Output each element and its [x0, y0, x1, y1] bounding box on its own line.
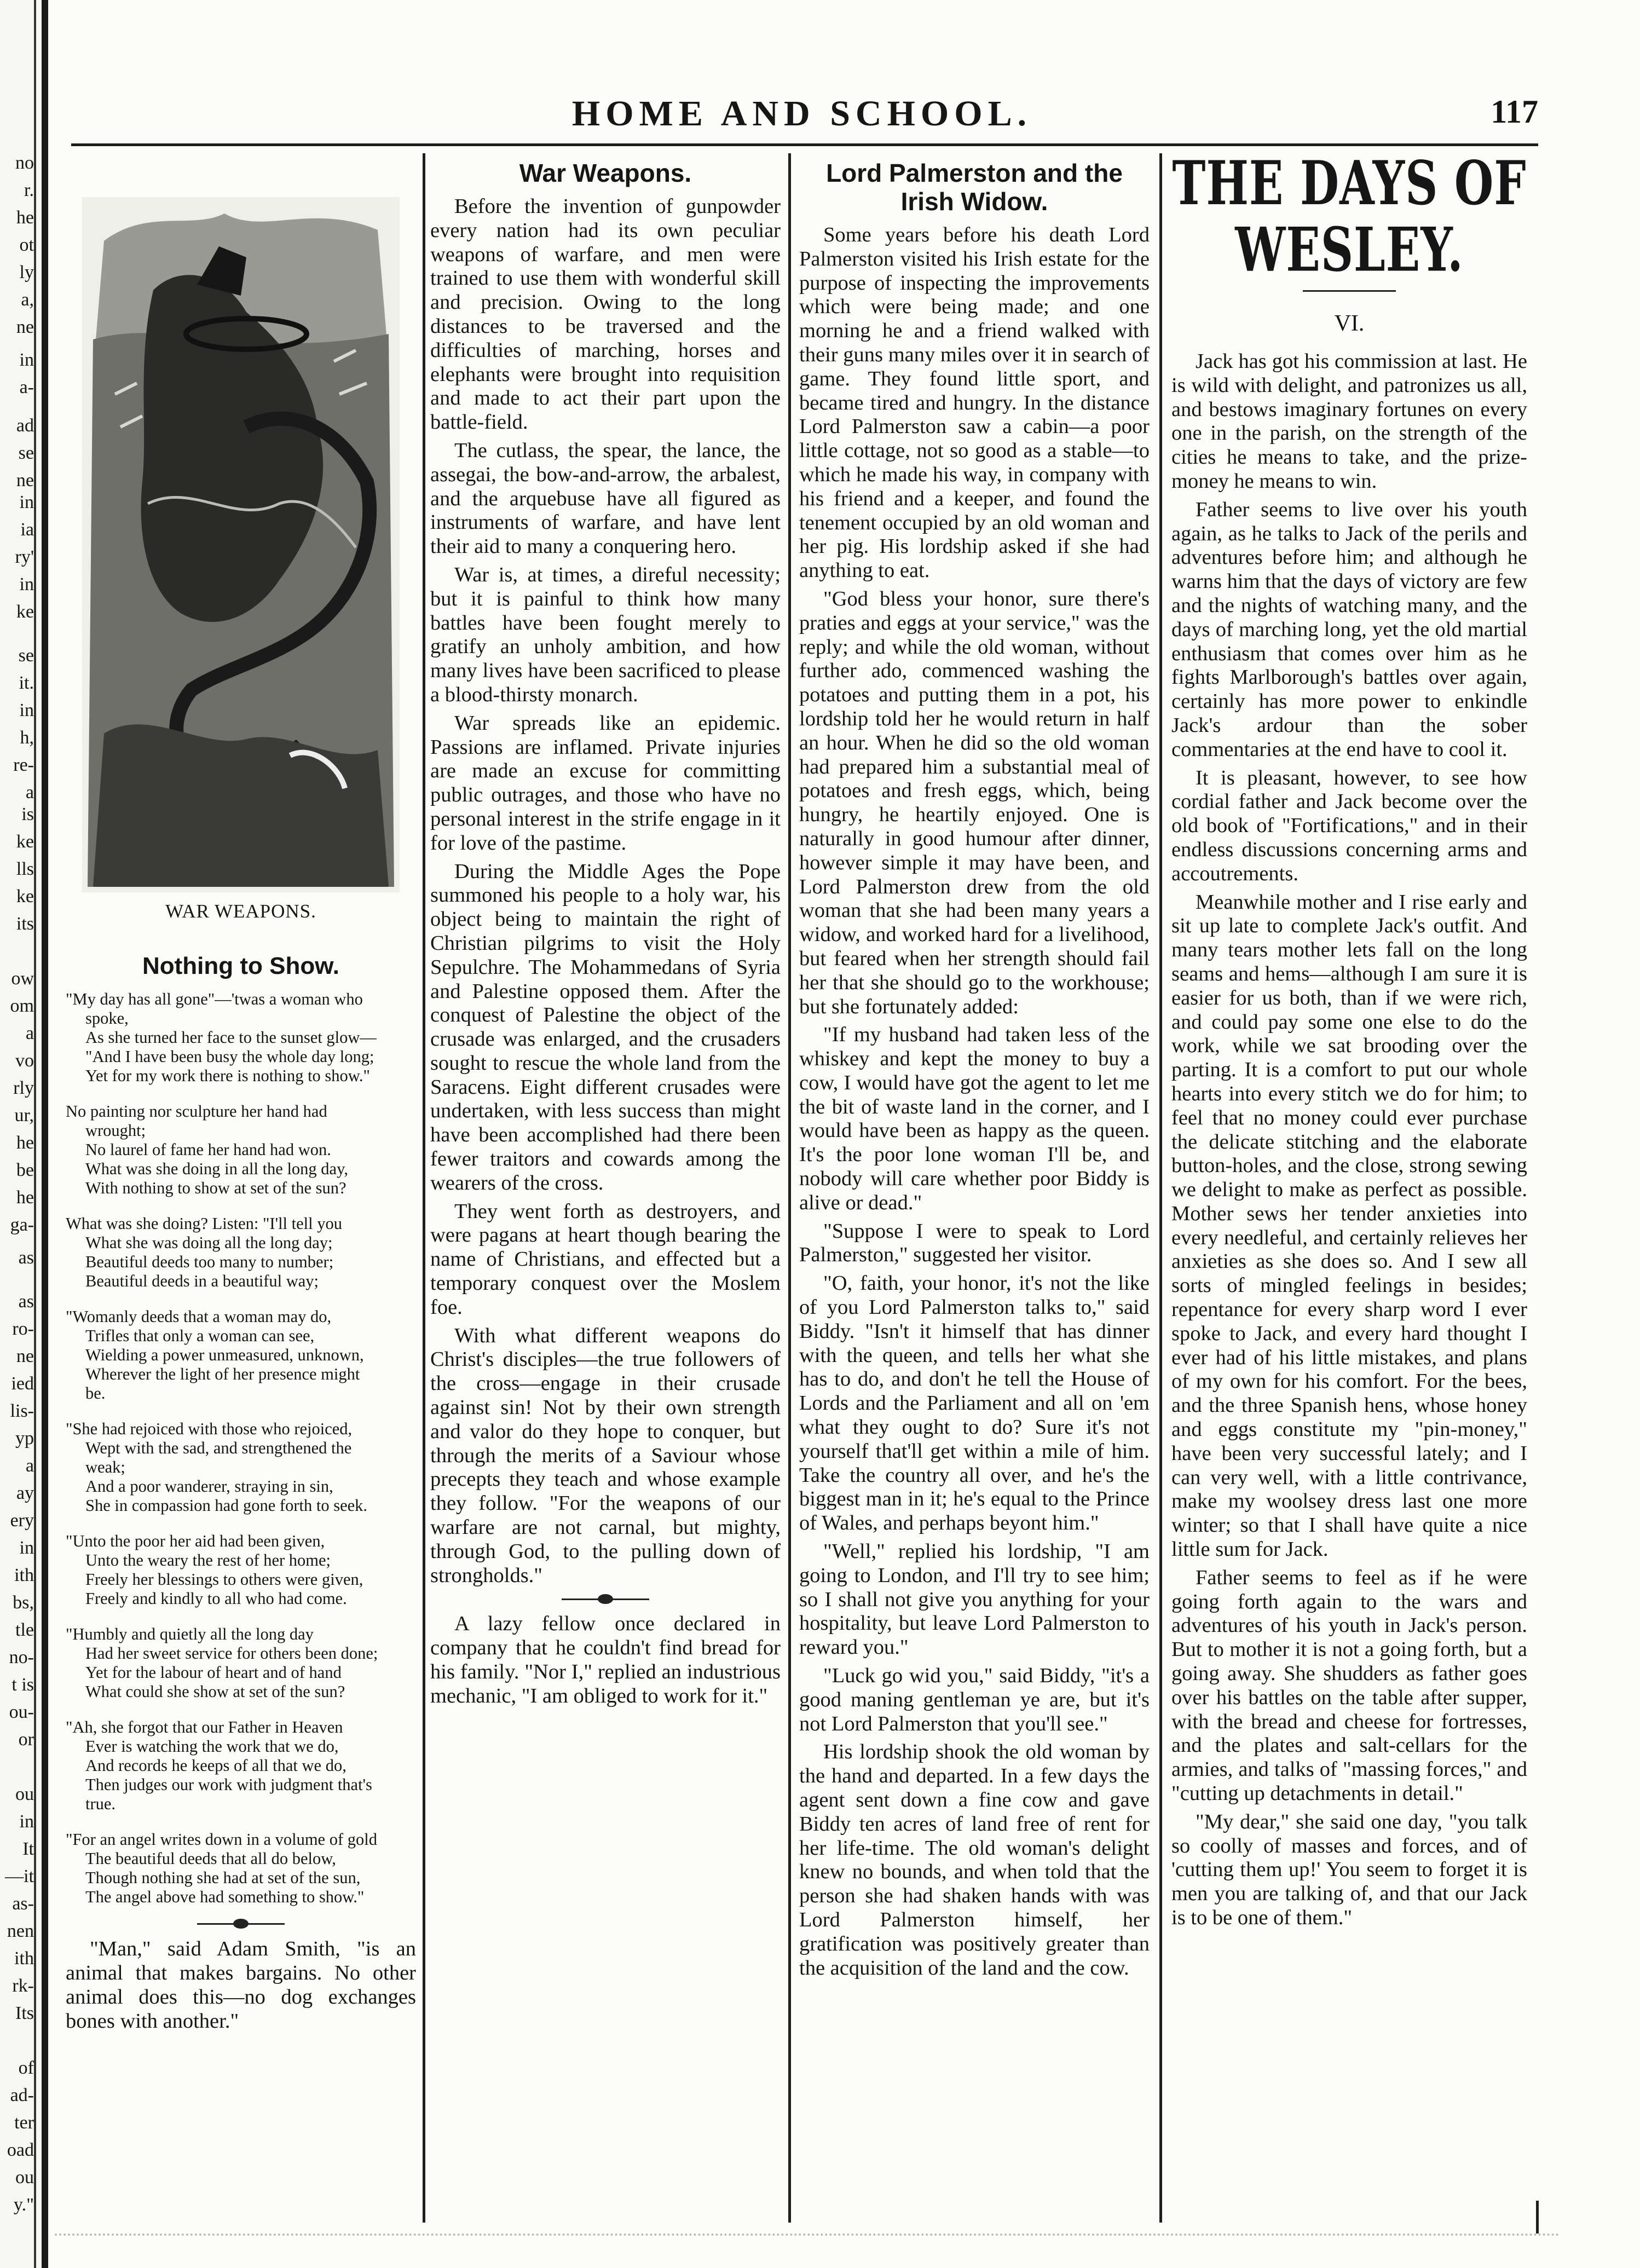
poem-stanza — [66, 1102, 416, 1198]
margin-fragment: ow — [11, 969, 34, 989]
margin-fragment: yp — [15, 1429, 34, 1448]
poem-line: Yet for my work there is nothing to show." — [85, 1066, 370, 1085]
poem-line: Wielding a power unmeasured, unknown, — [85, 1346, 364, 1364]
article-paragraph: Before the invention of gunpowder every nation had its own peculiar weapons of warfare, and men were trained to use them with wonderful skill and precision. Owing to the long distances to be traversed and the difficulties of marching, horses and elephants were brought into requisition and made to act their part upon the battle-field. — [430, 195, 781, 434]
article-paragraph: With what different weapons do Christ's disciples—the true followers of the cross—engage in their crusade against sin! Not by their own strength and valor do they hope to conquer, but through the merits of a Saviour whose precepts they teach and whose example they follow. "For the weapons of our warfare are not carnal, but mighty, through God, to the pulling down of strongholds." — [430, 1324, 781, 1587]
poem-line: What she was doing all the long day; — [85, 1233, 333, 1252]
poem-line: "And I have been busy the whole day long; — [85, 1047, 374, 1066]
margin-fragment: nen — [7, 1921, 34, 1941]
margin-fragment: h, — [20, 728, 34, 748]
margin-fragment: no — [15, 153, 34, 173]
poem-line: Freely her blessings to others were given, — [85, 1570, 363, 1589]
poem-line: Wherever the light of her presence might — [85, 1365, 360, 1383]
poem-line: spoke, — [85, 1009, 129, 1028]
margin-fragment: in — [19, 575, 34, 595]
margin-fragment: as- — [12, 1894, 34, 1914]
poem-stanza — [66, 1419, 416, 1515]
poem-line: With nothing to show at set of the sun? — [85, 1179, 347, 1197]
margin-fragment: ad — [16, 416, 34, 436]
margin-fragment: ou- — [9, 1703, 34, 1722]
margin-fragment: its — [16, 914, 34, 934]
margin-fragment: in — [19, 350, 34, 370]
poem-line: Beautiful deeds in a beautiful way; — [85, 1272, 319, 1290]
margin-fragment: of — [18, 2058, 34, 2078]
article-paragraph: "Well," replied his lordship, "I am going to London, and I'll try to see him; so I shall not give you anything for your hospitality, but leave Lord Palmerston to reward you." — [799, 1540, 1150, 1659]
poem-line: No laurel of fame her hand had won. — [85, 1140, 331, 1159]
article-paragraph: "If my husband had taken less of the whiskey and kept the money to buy a cow, I would have got the agent to let me the bit of waste land in the corner, and I would have been as happy as the queen. It's the poor lone woman I'll be, and nobody will care whether poor Biddy is alive or dead." — [799, 1023, 1150, 1214]
margin-fragment: y." — [13, 2195, 34, 2215]
margin-fragment: ou — [15, 1785, 34, 1804]
poem-stanza — [66, 1307, 416, 1403]
margin-fragment: r. — [24, 181, 34, 200]
margin-fragment: ry' — [15, 547, 34, 567]
article-paragraph: "Suppose I were to speak to Lord Palmerston," suggested her visitor. — [799, 1219, 1150, 1267]
margin-fragment: rk- — [12, 1976, 34, 1996]
poem-line: wrought; — [85, 1121, 146, 1140]
footer-rule — [55, 2234, 1560, 2237]
margin-fragment: ne — [16, 1347, 34, 1366]
poem-line: What was she doing? Listen: "I'll tell you — [66, 1214, 342, 1233]
margin-fragment: oad — [7, 2140, 34, 2160]
margin-fragment: se — [18, 443, 34, 463]
margin-fragment: ur, — [14, 1106, 34, 1126]
running-head: HOME AND SCHOOL. — [571, 94, 1032, 134]
poem-line: Though nothing she had at set of the sun, — [85, 1868, 361, 1887]
poem-line: true. — [85, 1794, 116, 1813]
poem-line: As she turned her face to the sunset glow— — [85, 1028, 377, 1047]
margin-fragment: Its — [15, 2004, 34, 2023]
poem-line: She in compassion had gone forth to seek. — [85, 1496, 368, 1515]
margin-fragment: ou — [15, 2168, 34, 2188]
margin-fragment: a- — [19, 378, 34, 397]
poem-line: No painting nor sculpture her hand had — [66, 1102, 327, 1121]
margin-fragment: be — [16, 1161, 34, 1180]
article-paragraph: War spreads like an epidemic. Passions are inflamed. Private injuries are made an excuse for committing public outrages, and those who have no personal interest in the strife engage in it for love of the pastime. — [430, 711, 781, 855]
margin-fragment: a, — [21, 290, 34, 310]
margin-fragment: ied — [11, 1374, 34, 1394]
poem-line: The beautiful deeds that all do below, — [85, 1849, 336, 1868]
article-paragraph: "God bless your honor, sure there's praties and eggs at your service," was the reply; and while the old woman, without further ado, commenced washing the potatoes and putting them in a pot, his lordship told her he would return in half an hour. When he did so the old woman had prepared him a substantial meal of potatoes and fresh eggs, which, being hungry, he heartily enjoyed. One is naturally in good humour after dinner, however simple it may have been, and Lord Palmerston drew from the old woman that she had been many years a widow, and worked hard for a livelihood, but feared when her strength should fail her that she should go to the workhouse; but she fortunately added: — [799, 587, 1150, 1018]
engraving-picture — [82, 197, 400, 892]
poem-line: Wept with the sad, and strengthened the — [85, 1439, 352, 1457]
article-paragraph: War is, at times, a direful necessity; but it is painful to think how many battles have been fought merely to gratify an unholy ambition, and how many lives have been sacrificed to please a blood-thirsty monarch. — [430, 563, 781, 706]
article-paragraph: Some years before his death Lord Palmerston visited his Irish estate for the purpose of inspecting the improvements which were being made; and one morning he and a friend walked with their guns many miles over it in search of game. They found little sport, and became tired and hungry. In the distance Lord Palmerston saw a cabin—a poor little cottage, not so good as a stable—to which he made his way, in company with his friend and a keeper, and found the tenement occupied by an old woman and her pig. His lordship asked if she had anything to eat. — [799, 223, 1150, 582]
poem-line: The angel above had something to show." — [85, 1888, 365, 1906]
poem-line: "For an angel writes down in a volume of gold — [66, 1830, 377, 1849]
margin-fragment: lis- — [10, 1401, 34, 1421]
poem-stanza — [66, 1214, 416, 1291]
poem-line: Trifles that only a woman can see, — [85, 1326, 315, 1345]
poem-stanzas — [66, 990, 416, 1907]
column-rule-2 — [788, 153, 791, 2223]
margin-fragment: ga- — [10, 1215, 34, 1235]
margin-fragment: —it — [5, 1867, 34, 1886]
poem-title: Nothing to Show. — [142, 953, 340, 979]
margin-fragment: rly — [13, 1078, 34, 1098]
margin-fragment: ia — [20, 520, 34, 540]
filler-paragraph: "Man," said Adam Smith, "is an animal that makes bargains. No other animal does this—no dog exchanges bones with another." — [66, 1937, 416, 2033]
article-paragraph: "My dear," she said one day, "you talk so coolly of masses and forces, and of 'cutting them up!' You seem to forget it is men you are talking of, and that our Jack is to be one of them." — [1171, 1810, 1527, 1929]
margin-fragment: as — [18, 1292, 34, 1312]
poem-stanza — [66, 1532, 416, 1608]
article-paragraph: They went forth as destroyers, and were pagans at heart though bearing the name of Christians, and effected but a temporary conquest over the Moslem foe. — [430, 1199, 781, 1319]
page-gutter-rule — [42, 0, 48, 2268]
war-weapons-article — [430, 153, 781, 1713]
poem-line: Freely and kindly to all who had come. — [85, 1589, 347, 1608]
poem-line: Then judges our work with judgment that's — [85, 1775, 372, 1794]
margin-fragment: ke — [16, 832, 34, 852]
page-number: 117 — [1491, 94, 1538, 130]
article-paragraph: "O, faith, your honor, it's not the like of you Lord Palmerston talks to," said Biddy. "Isn't it himself that has dinner with the queen, and tells her what she has to do, and don't he tell the House of Lords and the Parliament and all on 'em what they ought to do? Sure it's not yourself that'll get within a mile of him. Take the country all over, and he's the biggest man in it; he's equal to the Prince of Wales, and perhaps beyont him." — [799, 1272, 1150, 1535]
margin-fragment: he — [16, 1188, 34, 1208]
poem-line: "Ah, she forgot that our Father in Heaven — [66, 1718, 343, 1736]
poem-stanza — [66, 1625, 416, 1701]
article-paragraph: Meanwhile mother and I rise early and sit up late to complete Jack's outfit. And many tears mother lets fall on the long seams and hems—although I am sure it is easier for us both, than if we were rich, and could pay some one else to do the work, while we sat brooding over the parting. It is a comfort to put our whole hearts into every stitch we do for him; to feel that no money could ever purchase the delicate stitching and the elaborate button-holes, and the close, strong sewing we delight to make as perfect as possible. Mother sews her tender anxieties into every needleful, and certainly relieves her anxieties as she does so. And I sew all sorts of mingled feelings in besides; repentance for every sharp word I ever spoke to Jack, and every hard thought I ever had of his little mistakes, and plans of my own for his comfort. For the bees, and the three Spanish hens, whose honey and eggs constitute my "pin-money," have been very successful lately; and I can very well, with a little contrivance, make my woolsey dress last one more winter; so that I shall have quite a nice little sum for Jack. — [1171, 890, 1527, 1561]
margin-fragment: or — [18, 1730, 34, 1750]
margin-fragment: ne — [16, 471, 34, 490]
poem-line: be. — [85, 1384, 106, 1403]
chapter-number: VI. — [1334, 311, 1365, 336]
lazy-fellow-filler: A lazy fellow once declared in company that he couldn't find bread for his family. "Nor I," replied an industrious mechanic, "I am obliged to work for it." — [430, 1612, 781, 1707]
margin-fragment: It — [22, 1839, 34, 1859]
article-title: THE DAYS OF WESLEY. — [1172, 148, 1527, 286]
margin-fragment: vo — [15, 1051, 34, 1071]
margin-fragment: lls — [16, 859, 34, 879]
poem-stanza — [66, 1830, 416, 1907]
article-paragraph: The cutlass, the spear, the lance, the assegai, the bow-and-arrow, the arbalest, and the arquebuse have all figured as instruments of warfare, and have lent their aid to many a conquering hero. — [430, 438, 781, 558]
margin-fragment: ery — [10, 1511, 34, 1531]
margin-fragment: ne — [16, 318, 34, 337]
poem-line: And a poor wanderer, straying in sin, — [85, 1477, 333, 1496]
margin-fragment: in — [19, 701, 34, 720]
article-paragraph: It is pleasant, however, to see how cordial father and Jack become over the old book of "Fortifications," and in their endless discussions concerning arms and accoutrements. — [1171, 766, 1527, 885]
margin-fragment: ro- — [12, 1319, 34, 1339]
illustration-caption: WAR WEAPONS. — [165, 901, 316, 922]
adam-smith-filler — [66, 1937, 416, 2033]
article-paragraph: Jack has got his commission at last. He is wild with delight, and patronizes us all, and bestows imaginary fortunes on every one in the parish, on the strength of the cities he means to take, and the prize-money he means to win. — [1171, 350, 1527, 493]
margin-fragment: ot — [19, 235, 34, 255]
article-body — [1171, 350, 1527, 1930]
margin-fragment: ay — [16, 1484, 34, 1503]
poem-stanza — [66, 990, 416, 1086]
poem-line: And records he keeps of all that we do, — [85, 1756, 347, 1775]
poem-line: Beautiful deeds too many to number; — [85, 1253, 334, 1271]
article-paragraph: During the Middle Ages the Pope summoned his people to a holy war, his object being to maintain the right of Christian pilgrims to visit the Holy Sepulchre. The Mohammedans of Syria and Palestine opposed them. After the conquest of Palestine the object of the crusade was enlarged, and the crusaders sought to rescue the whole land from the Saracens. Eight different crusades were undertaken, with less success than might have been accomplished had there been fewer traitors and cowards among the wearers of the cross. — [430, 859, 781, 1194]
poem-line: What was she doing in all the long day, — [85, 1159, 348, 1178]
poem-line: "Womanly deeds that a woman may do, — [66, 1307, 332, 1326]
margin-fragment: he — [16, 208, 34, 228]
poem-line: "Unto the poor her aid had been given, — [66, 1532, 325, 1550]
margin-fragment: re- — [13, 755, 34, 775]
header-rule — [71, 143, 1538, 146]
poem-line: "She had rejoiced with those who rejoiced, — [66, 1419, 353, 1438]
margin-fragment: ter — [14, 2113, 34, 2133]
article-paragraph: "Luck go wid you," said Biddy, "it's a good maning gentleman ye are, but it's not Lord Palmerston that you'll see." — [799, 1664, 1150, 1735]
poem-line: "My day has all gone"—'twas a woman who — [66, 990, 363, 1008]
margin-fragment: ke — [16, 887, 34, 907]
poem-line: Had her sweet service for others been done; — [85, 1644, 378, 1663]
section-ornament — [197, 1923, 285, 1925]
days-of-wesley-article — [1171, 148, 1528, 1935]
article-body — [799, 223, 1150, 1980]
section-ornament — [562, 1598, 649, 1600]
column-rule-end — [1536, 2201, 1539, 2234]
article-title: Lord Palmerston and the Irish Widow. — [826, 159, 1123, 216]
poem-line: Unto the weary the rest of her home; — [85, 1551, 331, 1569]
poem-line: Yet for the labour of heart and of hand — [85, 1663, 342, 1682]
poem-line: Ever is watching the work that we do, — [85, 1737, 339, 1756]
margin-fragment: ith — [14, 1949, 34, 1969]
margin-fragment: se — [18, 646, 34, 666]
margin-fragment: is — [21, 805, 34, 824]
margin-fragment: ly — [19, 263, 34, 282]
margin-fragment: tle — [15, 1620, 34, 1640]
margin-fragment: no- — [9, 1648, 34, 1667]
poem-line: weak; — [85, 1458, 125, 1476]
poem-line: What could she show at set of the sun? — [85, 1682, 345, 1701]
article-paragraph: Father seems to live over his youth again, as he talks to Jack of the perils and adventures before him; and although he warns him that the days of victory are few and the nights of watching many, and the days of marching long, yet the old martial enthusiasm that comes over him as he fights Marlborough's battles over again, certainly has more power to enkindle Jack's ardour than the sober commentaries at the end have to cool it. — [1171, 498, 1528, 761]
margin-fragment: ke — [16, 602, 34, 622]
margin-fragment: in — [19, 1538, 34, 1558]
margin-fragment: ad- — [10, 2086, 34, 2105]
margin-fragment: a — [25, 1024, 34, 1043]
nothing-to-show-poem — [66, 953, 416, 2033]
column-rule-3 — [1159, 153, 1162, 2223]
title-rule — [1303, 290, 1396, 292]
poem-stanza — [66, 1718, 416, 1814]
column-rule-1 — [423, 153, 425, 2223]
margin-fragment: he — [16, 1133, 34, 1153]
article-title: War Weapons. — [519, 159, 692, 187]
article-paragraph: His lordship shook the old woman by the hand and departed. In a few days the agent sent down a fine cow and gave Biddy ten acres of land free of rent for her life-time. The old woman's delight knew no bounds, and when told that the person she had shaken hands with was Lord Palmerston himself, her gratification was positively greater than the acquisition of the land and the cow. — [799, 1740, 1150, 1980]
margin-fragment: a — [25, 783, 34, 803]
margin-fragment: om — [10, 996, 34, 1016]
margin-fragment: it. — [19, 673, 34, 693]
margin-fragment: in — [19, 493, 34, 512]
margin-fragment: ith — [14, 1566, 34, 1585]
margin-fragment: in — [19, 1812, 34, 1832]
margin-fragment: a — [25, 1456, 34, 1476]
palmerston-article — [799, 153, 1150, 1984]
page-gutter-rule-thin — [34, 0, 36, 2268]
margin-fragment: as — [18, 1248, 34, 1268]
article-paragraph: Father seems to feel as if he were going forth again to the wars and adventures of his youth in Jack's person. But to mother it is not a going forth, but a going away. She shudders as father goes over his battles on the table after supper, with the bread and cheese for fortresses, and the plates and salt-cellars for the armies, and talks of "massing forces," and "cutting up detachments in detail." — [1171, 1566, 1527, 1805]
poem-line: "Humbly and quietly all the long day — [66, 1625, 314, 1643]
war-weapons-engraving — [82, 197, 400, 892]
margin-fragment: t is — [11, 1675, 34, 1695]
margin-fragment: bs, — [13, 1593, 34, 1613]
